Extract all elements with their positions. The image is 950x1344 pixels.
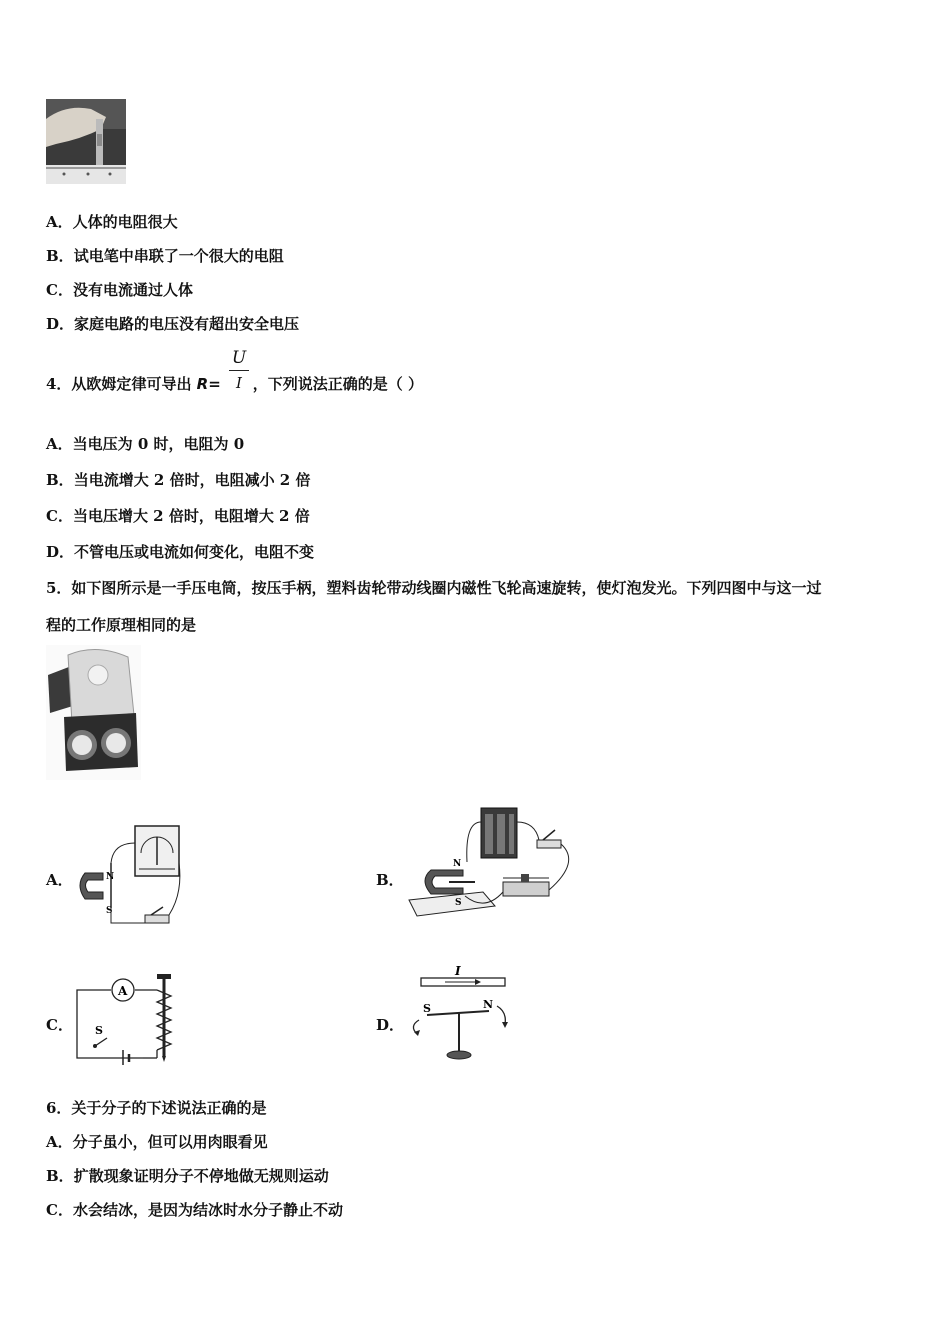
q5-choice-b-figure [405, 802, 583, 927]
q5-stem-line1: 5．如下图所示是一手压电筒，按压手柄，塑料齿轮带动线圈内磁性飞轮高速旋转，使灯泡发光。下列四图中与这一过 [46, 579, 822, 597]
q4-option-b: B．当电流增大 2 倍时，电阻减小 2 倍 [46, 471, 311, 489]
q4-stem: 4．从欧姆定律可导出 R= ，下列说法正确的是（ ） [46, 375, 424, 393]
q5-choice-a-figure [73, 823, 183, 928]
q5-b-label-s: S [455, 898, 462, 908]
flashlight-photo [46, 645, 141, 780]
q5-d-label-n: N [483, 998, 494, 1011]
q5-c-label-a: A [118, 984, 128, 998]
q5-choice-c-label: C． [46, 1016, 73, 1034]
q6-option-a: A．分子虽小，但可以用肉眼看见 [46, 1133, 268, 1151]
q3-option-b: B．试电笔中串联了一个很大的电阻 [46, 247, 284, 265]
test-pen-photo [46, 99, 126, 184]
q3-option-c: C．没有电流通过人体 [46, 281, 193, 299]
q4-option-c: C．当电压增大 2 倍时，电阻增大 2 倍 [46, 507, 310, 525]
q4-fraction-bar [229, 370, 249, 371]
q5-d-label-i: I [455, 964, 461, 978]
q6-option-c: C．水会结冰，是因为结冰时水分子静止不动 [46, 1201, 343, 1219]
q6-stem: 6．关于分子的下述说法正确的是 [46, 1099, 267, 1117]
q4-option-a: A．当电压为 0 时，电阻为 0 [46, 435, 245, 453]
q5-choice-a-label: A． [46, 871, 73, 889]
q5-stem-line2: 程的工作原理相同的是 [46, 616, 197, 634]
q5-a-label-s: S [106, 906, 113, 916]
q5-choice-c-figure [73, 970, 179, 1065]
q3-option-d: D．家庭电路的电压没有超出安全电压 [46, 315, 300, 333]
q5-c-label-s: S [95, 1024, 103, 1037]
q3-option-a: A．人体的电阻很大 [46, 213, 178, 231]
q5-b-label-n: N [453, 859, 462, 869]
q6-option-b: B．扩散现象证明分子不停地做无规则运动 [46, 1167, 329, 1185]
q5-choice-d-label: D． [376, 1016, 405, 1034]
q5-choice-d-figure [405, 960, 511, 1065]
q4-option-d: D．不管电压或电流如何变化，电阻不变 [46, 543, 315, 561]
q5-d-label-s: S [423, 1002, 431, 1015]
q5-choice-b-label: B． [376, 871, 404, 889]
q5-a-label-n: N [106, 872, 115, 882]
q4-fraction-numerator: U [231, 348, 247, 368]
q4-fraction-denominator: I [236, 374, 242, 392]
